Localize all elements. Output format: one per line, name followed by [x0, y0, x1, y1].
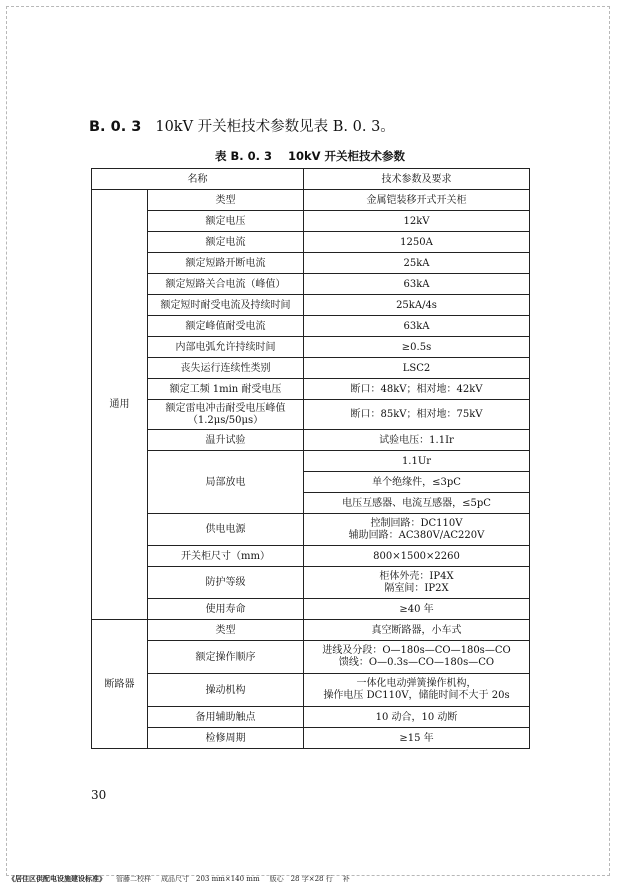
param-name: 使用寿命: [148, 599, 304, 620]
param-name: 额定短路开断电流: [148, 253, 304, 274]
param-name: 防护等级: [148, 567, 304, 599]
param-value-line: 一体化电动弹簧操作机构，: [356, 678, 477, 689]
param-value-line: 辅助回路：AC380V/AC220V: [348, 529, 485, 541]
table-row: [92, 599, 530, 620]
table-row: [92, 211, 530, 232]
footer-size: 成品尺寸 203 mm×140 mm: [161, 875, 260, 883]
param-name: 操动机构: [148, 674, 304, 707]
param-name: 温升试验: [148, 430, 304, 451]
param-name: 局部放电: [148, 451, 304, 514]
table-row: [92, 253, 530, 274]
param-name: 类型: [148, 190, 304, 211]
header-value: 技术参数及要求: [304, 169, 530, 190]
param-value-line: 操作电压 DC110V，储能时间不大于 20s: [323, 690, 510, 701]
param-name: 额定短时耐受电流及持续时间: [148, 295, 304, 316]
section-number: B. 0. 3: [89, 119, 142, 135]
param-name-line: 额定雷电冲击耐受电压峰值: [165, 402, 286, 414]
table-row: [92, 358, 530, 379]
table-row: [92, 400, 530, 430]
param-value: 电压互感器、电流互感器，≤5pC: [304, 493, 530, 514]
param-value-line: 隔室间：IP2X: [384, 582, 449, 594]
param-value: LSC2: [304, 358, 530, 379]
param-name: 备用辅助触点: [148, 707, 304, 728]
param-value: 试验电压：1.1Ir: [304, 430, 530, 451]
param-value: 12kV: [304, 211, 530, 232]
param-value: ≥15 年: [304, 728, 530, 749]
footer-book-title: 《居住区供配电设施建设标准》: [8, 874, 106, 883]
param-name: 额定电压: [148, 211, 304, 232]
table-header-row: [92, 169, 530, 190]
param-value: 63kA: [304, 316, 530, 337]
param-value: [304, 641, 530, 674]
footer-tail: 补: [342, 875, 350, 883]
parameters-table: [91, 168, 530, 749]
param-name: 额定操作顺序: [148, 641, 304, 674]
param-value: [304, 514, 530, 546]
table-caption-label: 表 B. 0. 3: [214, 149, 272, 163]
table-row: [92, 232, 530, 253]
param-name: 额定电流: [148, 232, 304, 253]
table-row: [92, 430, 530, 451]
footer-core: 版心 28 字×28 行: [269, 875, 333, 883]
param-value: 单个绝缘件，≤3pC: [304, 472, 530, 493]
param-value: [304, 674, 530, 707]
param-value-line: 进线及分段：O—180s—CO—180s—CO: [322, 645, 511, 656]
param-name: 额定峰值耐受电流: [148, 316, 304, 337]
table-caption: [0, 148, 620, 164]
table-row: [92, 379, 530, 400]
section-heading: [89, 115, 395, 136]
param-name-line: （1.2μs/50μs）: [187, 414, 264, 426]
param-value: ≥40 年: [304, 599, 530, 620]
print-footer: [8, 874, 360, 884]
param-name: 额定短路关合电流（峰值）: [148, 274, 304, 295]
param-name: 额定工频 1min 耐受电压: [148, 379, 304, 400]
table-row: [92, 620, 530, 641]
param-value: 真空断路器，小车式: [304, 620, 530, 641]
param-value: ≥0.5s: [304, 337, 530, 358]
table-row: [92, 274, 530, 295]
table-row: [92, 641, 530, 674]
table-row: [92, 295, 530, 316]
table-row: [92, 514, 530, 546]
param-name: [148, 400, 304, 430]
param-value: 断口：48kV；相对地：42kV: [304, 379, 530, 400]
param-value: 800×1500×2260: [304, 546, 530, 567]
param-value-line: 柜体外壳：IP4X: [379, 570, 454, 582]
param-name: 供电电源: [148, 514, 304, 546]
table-row: [92, 674, 530, 707]
table-row: [92, 728, 530, 749]
table-row: [92, 337, 530, 358]
footer-proof: 管藤二校样: [116, 875, 151, 883]
param-value-line: 馈线：O—0.3s—CO—180s—CO: [338, 657, 495, 668]
page-number: 30: [91, 788, 107, 802]
param-value-line: 控制回路：DC110V: [370, 517, 463, 529]
param-value: 1.1Ur: [304, 451, 530, 472]
param-name: 丧失运行连续性类别: [148, 358, 304, 379]
param-name: 类型: [148, 620, 304, 641]
param-name: 内部电弧允许持续时间: [148, 337, 304, 358]
param-value: 25kA: [304, 253, 530, 274]
param-value: 25kA/4s: [304, 295, 530, 316]
table-row: [92, 707, 530, 728]
header-name: 名称: [92, 169, 304, 190]
category-breaker: 断路器: [92, 620, 148, 749]
param-value: 1250A: [304, 232, 530, 253]
param-name: 开关柜尺寸（mm）: [148, 546, 304, 567]
category-general: 通用: [92, 190, 148, 620]
param-value: [304, 567, 530, 599]
table-row: [92, 190, 530, 211]
table-row: [92, 546, 530, 567]
table-caption-title: 10kV 开关柜技术参数: [287, 149, 406, 163]
table-row: [92, 567, 530, 599]
param-value: 63kA: [304, 274, 530, 295]
param-value: 金属铠装移开式开关柜: [304, 190, 530, 211]
param-value: 10 动合，10 动断: [304, 707, 530, 728]
param-name: 检修周期: [148, 728, 304, 749]
param-value: 断口：85kV；相对地：75kV: [304, 400, 530, 430]
section-text: 10kV 开关柜技术参数见表 B. 0. 3。: [155, 119, 395, 135]
table-row: [92, 451, 530, 472]
table-row: [92, 316, 530, 337]
